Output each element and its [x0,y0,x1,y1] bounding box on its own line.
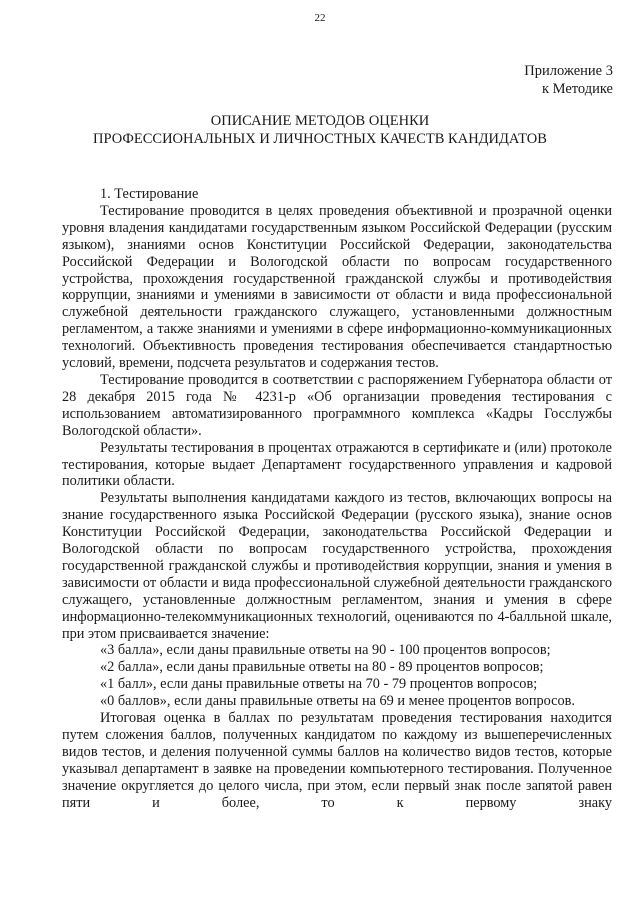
appendix-line-2: к Методике [541,81,613,97]
section-heading: 1. Тестирование [100,186,199,202]
title-line-1: ОПИСАНИЕ МЕТОДОВ ОЦЕНКИ [210,113,430,129]
title-line-2: ПРОФЕССИОНАЛЬНЫХ И ЛИЧНОСТНЫХ КАЧЕСТВ КАНДИДАТОВ [93,131,547,147]
appendix-line-1: Приложение 3 [524,63,613,79]
paragraph-5: Итоговая оценка в баллах по результатам проведения тестирования находится путем сложения баллов, полученных кандидатом по каждому из вышеперечисленных видов тестов, и деления полученной суммы баллов на количество видов тестов, которые указывал департамент в заявке на проведении компьютерного тестирования. Полученное значение округляется до целого числа, при этом, если первый знак после запятой равен пяти и более, то к первому знаку [62,710,612,811]
score-item: «1 балл», если даны правильные ответы на 70 - 79 процентов вопросов; [100,676,538,693]
score-item: «2 балла», если даны правильные ответы на 80 - 89 процентов вопросов; [100,659,544,676]
appendix-reference [524,62,613,98]
paragraph-1: Тестирование проводится в целях проведения объективной и прозрачной оценки уровня владения кандидатами государственным языком Российской Федерации (русским языком), знаниями основ Конституции Российской Федерации, законодательства Российской Федерации и Вологодской области по вопросам государственного устройства, прохождения государственной гражданской службы и противодействия коррупции, знаниями и умениями в зависимости от области и вида профессиональной служебной деятельности гражданского служащего, установленными должностным регламентом, а также знаниями и умениями в сфере информационно-коммуникационных технологий. Объективность проведения тестирования обеспечивается стандартностью условий, времени, подсчета результатов и содержания тестов. [62,202,612,372]
document-body [62,186,612,812]
paragraph-4: Результаты выполнения кандидатами каждого из тестов, включающих вопросы на знание государственного языка Российской Федерации (русского языка), знание основ Конституции Российской Федерации, законодательства Российской Федерации и Вологодской области по вопросам государственного устройства, прохождения государственной гражданской службы и противодействия коррупции, знания и умения в зависимости от области и вида профессиональной служебной деятельности гражданского служащего, установленные должностным регламентом, знания и умения в сфере информационно-телекоммуникационных технологий, оцениваются по 4-балльной шкале, при этом присваивается значение: [62,490,612,642]
paragraph-3: Результаты тестирования в процентах отражаются в сертификате и (или) протоколе тестирования, которые выдает Департамент государственного управления и кадровой политики области. [62,439,612,490]
page-number: 22 [314,12,326,24]
score-item: «0 баллов», если даны правильные ответы на 69 и менее процентов вопросов. [100,693,575,710]
document-title [0,112,640,148]
paragraph-2: Тестирование проводится в соответствии с распоряжением Губернатора области от 28 декабря 2015 года № 4231-р «Об организации проведения тестирования с использованием автоматизированного программного комплекса «Кадры Госслужбы Вологодской области». [62,371,612,439]
score-item: «3 балла», если даны правильные ответы на 90 - 100 процентов вопросов; [100,642,551,659]
